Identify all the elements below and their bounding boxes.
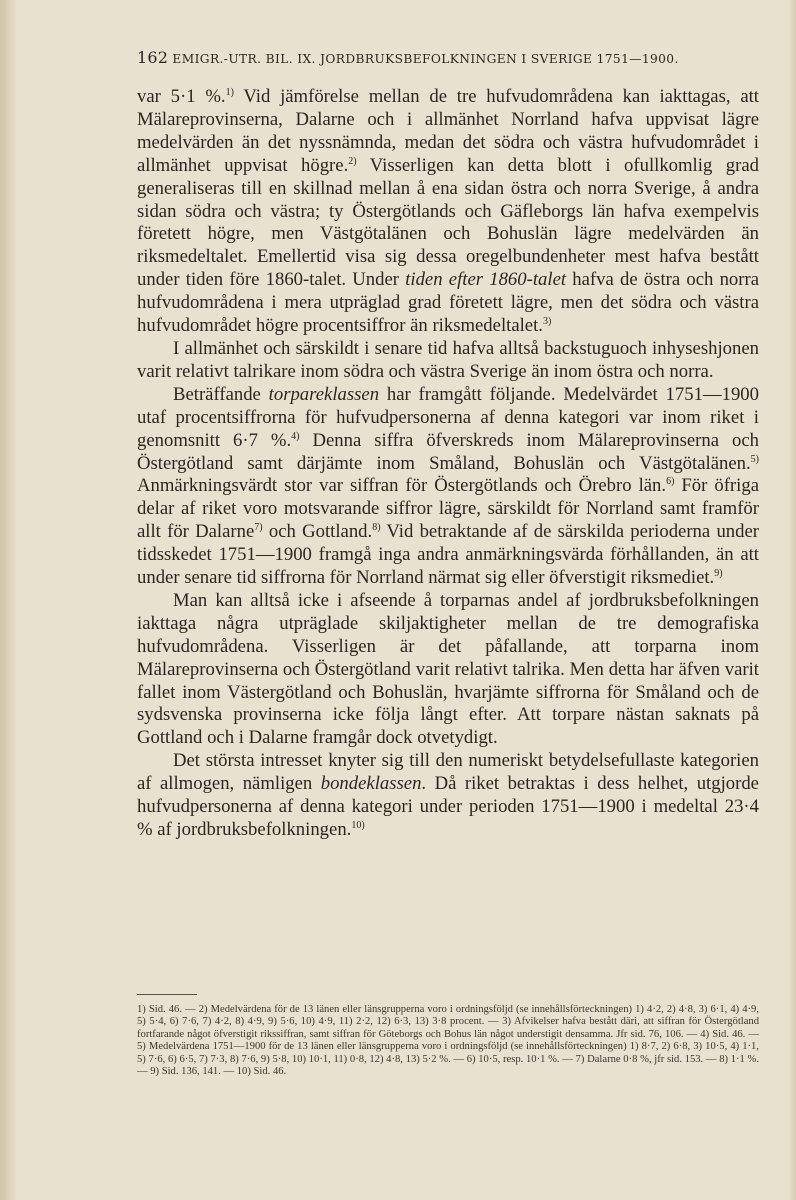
text-run: Denna siffra öfverskreds inom Mälareprovinserna och Östergötland samt därjämte inom Småland, Bohuslän och Västgötalänen. [137, 429, 759, 474]
body-text [137, 86, 759, 842]
page-right-edge [788, 0, 796, 1200]
footnote-ref: 6) [666, 476, 675, 488]
footnotes [137, 1004, 759, 1078]
text-run: I allmänhet och särskildt i senare tid hafva alltså backstuguoch inhyseshjonen varit relativt talrikare inom södra och västra Sverige än inom östra och norra. [137, 337, 759, 382]
footnote-text: 1) Sid. 46. — 2) Medelvärdena för de 13 länen eller länsgrupperna voro i ordningsföljd (se innehållsförteckningen) 1) 4·2, 2) 4·8, 3) 6·1, 4) 4·9, 5) 5·4, 6) 7·6, 7) 4·2, 8) 4·9, 9) 5·6, 10) 4·9, 11) 2·2, 12) 6·3, 13) 3·8 procent. — 3) Afvikelser hafva bestått däri, att siffran för Östergötland fortfarande något öfverstigit rikssiffran, samt siffran för Göteborgs och Bohus län något understigit densamma. Jfr sid. 76, 106. — 4) Sid. 46. — 5) Medelvärdena 1751—1900 för de 13 länen eller länsgrupperna voro i ordningsföljd (se innehållsförteckningen) 1) 8·7, 2) 6·8, 3) 10·5, 4) 1·1, 5) 7·6, 6) 6·5, 7) 7·3, 8) 7·6, 9) 5·8, 10) 10·1, 11) 0·8, 12) 4·8, 13) 5·2 %. — 6) 10·5, resp. 10·1 %. — 7) Dalarne 0·8 %, jfr sid. 153. — 8) 1·1 %. — 9) Sid. 136, 141. — 10) Sid. 46. [137, 1004, 759, 1078]
paragraph [137, 384, 759, 590]
text-run: Anmärkningsvärdt stor var siffran för Östergötlands och Örebro län. [137, 475, 667, 497]
paragraph [137, 338, 759, 384]
footnote-ref: 2) [348, 155, 357, 167]
text-run: har framgått följande. Medelvärdet 1751—1900 utaf procentsiffrorna för hufvudpersonerna af denna kategori var inom riket i genomsnitt 6·7 %. [137, 383, 759, 451]
footnote-rule [137, 994, 197, 995]
paragraph [137, 86, 759, 338]
text-run: Vid jämförelse mellan de tre hufvudområdena kan iakttagas, att Mälareprovinserna, Dalarne och i allmänhet Norrland hafva uppvisat lägre medelvärden än det nyssnämnda, medan det södra och västra hufvudområdet i allmänhet uppvisat högre. [137, 86, 759, 176]
text-run: Beträffande [173, 383, 269, 405]
footnote-ref: 4) [291, 430, 300, 442]
text-run: . Då riket betraktas i dess helhet, utgjorde hufvudpersonerna af denna kategori under perioden 1751—1900 i medeltal 23·4 % af jordbruksbefolkningen. [137, 773, 759, 840]
footnote-ref: 5) [750, 453, 759, 465]
text-run: och Gottland. [262, 521, 373, 543]
page-number: 162 [137, 48, 169, 67]
paragraph [137, 750, 759, 842]
text-run: hafva de östra och norra hufvudområdena i mera utpräglad grad företett lägre, men det södra och västra hufvudområdet högre procentsiffror än riksmedeltalet. [137, 269, 759, 337]
text-run: Vid betraktande af de särskilda perioderna under tidsskedet 1751—1900 framgå inga andra anmärkningsvärda förhållanden, än att under senare tid siffrorna för Norrland närmat sig eller öfverstigit riksmediet. [137, 521, 759, 589]
footnote-ref: 7) [254, 522, 263, 534]
text-run: Det största intresset knyter sig till den numeriskt betydelsefullaste kategorien af allmogen, nämligen [137, 750, 759, 795]
running-header [137, 48, 759, 67]
text-run: Man kan alltså icke i afseende å torparnas andel af jordbruksbefolkningen iakttaga några utpräglade skiljaktigheter mellan de tre demografiska hufvudområdena. Visserligen är det påfallande, att torparna inom Mälareprovinserna och Östergötland varit relativt talrika. Men detta har äfven varit fallet inom Västergötland och Bohuslän, hvarjämte siffrorna för Småland och de sydsvenska provinserna icke följa långt efter. Att torpare nästan saknats på Gottland och i Dalarne framgår dock otvetydigt. [137, 589, 759, 749]
paragraph [137, 590, 759, 750]
footnote-ref: 10) [351, 820, 365, 831]
text-run: var 5·1 %. [137, 86, 226, 107]
footnote-ref: 8) [372, 522, 381, 534]
running-title: EMIGR.-UTR. BIL. IX. JORDBRUKSBEFOLKNINGEN I SVERIGE 1751—1900. [172, 52, 679, 66]
emphasized-term: torpareklassen [268, 383, 380, 405]
text-run: Visserligen kan detta blott i ofullkomlig grad generaliseras till en skillnad mellan å ena sidan östra och norra Sverige, å andra sidan södra och västra; ty Östergötlands och Gäfleborgs län hafva exempelvis företett högre, men Västgötalänen och Bohuslän lägre medelvärden än riksmedeltalet. Emellertid visa sig dessa oregelbundenheter mest hafva bestått under tiden före 1860-talet. Under [137, 154, 760, 291]
text-run: För öfriga delar af riket voro motsvarande siffror lägre, särskildt för Norrland samt framför allt för Dalarne [137, 475, 759, 543]
footnote-ref: 9) [714, 568, 723, 580]
emphasized-term: bondeklassen [320, 773, 422, 795]
footnote-ref: 1) [225, 87, 234, 98]
footnote-ref: 3) [542, 316, 552, 328]
emphasized-term: tiden efter 1860-talet [405, 269, 567, 291]
page-binding-edge [0, 0, 18, 1200]
